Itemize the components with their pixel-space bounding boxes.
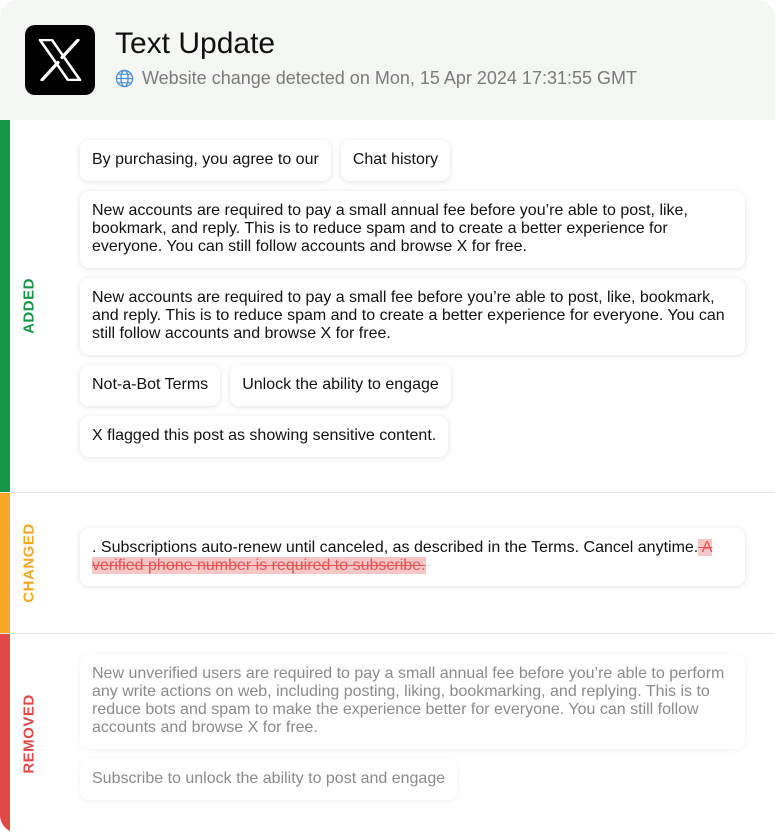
added-item: By purchasing, you agree to our	[80, 140, 331, 181]
added-item: X flagged this post as showing sensitive content.	[80, 416, 448, 457]
removed-item: Subscribe to unlock the ability to post and engage	[80, 759, 457, 800]
added-items	[80, 120, 775, 492]
removed-items	[80, 634, 775, 833]
added-item: New accounts are required to pay a small fee before you’re able to post, like, bookmark, and reply. This is to reduce spam and to create a better experience for everyone. You can still follow accounts and browse X for free.	[80, 278, 745, 355]
added-section	[0, 120, 775, 493]
detection-text: Website change detected on Mon, 15 Apr 2024 17:31:55 GMT	[142, 68, 637, 88]
added-item: New accounts are required to pay a small annual fee before you’re able to post, like, bookmark, and reply. This is to reduce spam and to create a better experience for everyone. You can still follow accounts and browse X for free.	[80, 191, 745, 268]
header	[0, 0, 775, 120]
changed-label: CHANGED	[20, 523, 38, 603]
added-rail-bar	[0, 120, 10, 492]
added-rail	[0, 120, 80, 492]
globe-icon	[115, 69, 134, 88]
removed-section	[0, 634, 775, 833]
removed-rail-bar	[0, 634, 10, 833]
added-item: Unlock the ability to engage	[230, 365, 451, 406]
changed-section	[0, 493, 775, 634]
removed-rail	[0, 634, 80, 833]
x-logo-icon	[25, 25, 95, 95]
removed-label: REMOVED	[20, 693, 38, 774]
page-title: Text Update	[115, 27, 276, 60]
added-item: Not-a-Bot Terms	[80, 365, 220, 406]
changed-text: . Subscriptions auto-renew until canceled, as described in the Terms. Cancel anytime.	[92, 539, 699, 556]
added-item: Chat history	[341, 140, 450, 181]
deleted-text: A verified phone number is required to subscribe.	[92, 539, 713, 574]
changed-item	[80, 528, 745, 586]
changed-rail	[0, 493, 80, 633]
title-block	[115, 27, 637, 89]
added-label: ADDED	[20, 278, 38, 334]
changed-items	[80, 493, 775, 633]
detection-info	[115, 68, 637, 89]
changed-rail-bar	[0, 493, 10, 633]
removed-item: New unverified users are required to pay a small annual fee before you’re able to perform any write actions on web, including posting, liking, bookmarking, and replying. This is to reduce bots and spam to make the experience better for everyone. You can still follow accounts and browse X for free.	[80, 654, 745, 749]
